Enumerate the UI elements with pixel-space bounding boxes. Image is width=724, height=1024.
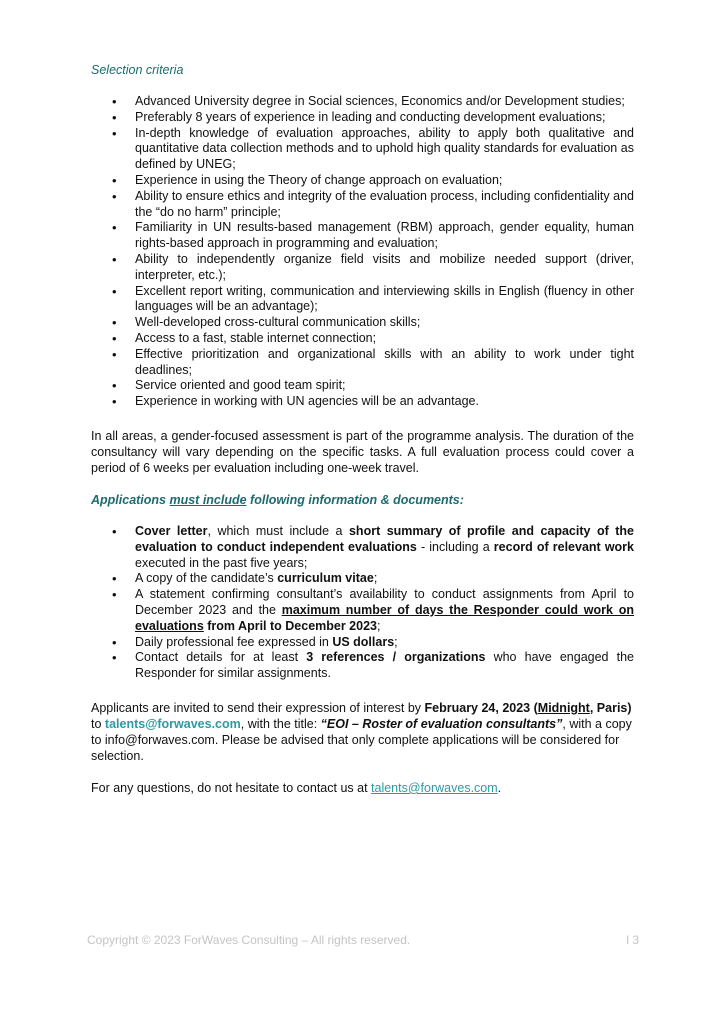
list-item: • Ability to independently organize field visits and mobilize needed support (driver, interpreter, etc.); xyxy=(135,252,634,284)
applications-heading-post: following information & documents: xyxy=(246,492,464,507)
selection-criteria-list xyxy=(91,94,634,410)
email-link[interactable]: talents@forwaves.com xyxy=(104,716,241,731)
list-item xyxy=(135,587,634,634)
list-item: • Advanced University degree in Social sciences, Economics and/or Development studies; xyxy=(135,94,634,110)
list-item: • Experience in working with UN agencies will be an advantage. xyxy=(135,394,634,410)
item-bold-text: short summary of profile and capacity of the evaluation to conduct independent evaluations xyxy=(135,523,634,554)
document-page xyxy=(91,62,634,812)
selection-criteria-heading: Selection criteria xyxy=(91,63,184,77)
applications-heading-pre: Applications xyxy=(91,492,170,507)
list-item xyxy=(135,524,634,571)
invite-text: , with the title: xyxy=(240,716,321,731)
item-text: ; xyxy=(394,634,398,649)
item-text: Daily professional fee expressed in xyxy=(135,634,333,649)
list-item xyxy=(135,571,634,587)
invite-paragraph xyxy=(91,700,634,764)
list-item: • Familiarity in UN results-based management (RBM) approach, gender equality, human rights-based approach in programming and evaluation; xyxy=(135,220,634,252)
item-bold-text: from April to December 2023 xyxy=(203,618,377,633)
item-bold-text: 3 references / organizations xyxy=(306,650,486,665)
page-footer xyxy=(87,933,639,947)
questions-paragraph xyxy=(91,780,634,796)
deadline-midnight: Midnight xyxy=(537,700,590,715)
list-item: • Excellent report writing, communication and interviewing skills in English (fluency in other languages will be an advantage); xyxy=(135,284,634,316)
invite-text: , with a copy to info@forwaves.com. Please be advised that only complete applications will be considered for selection. xyxy=(91,716,632,763)
list-item: • Effective prioritization and organizational skills with an ability to work under tight deadlines; xyxy=(135,347,634,379)
item-bold-text: US dollars xyxy=(332,634,395,649)
item-text: executed in the past five years; xyxy=(135,555,308,570)
invite-text: Applicants are invited to send their expression of interest by xyxy=(91,700,425,715)
applications-heading-underlined: must include xyxy=(169,492,247,507)
item-text: ; xyxy=(377,618,381,633)
questions-text: . xyxy=(497,780,502,795)
copyright-text: Copyright © 2023 ForWaves Consulting – All rights reserved. xyxy=(87,933,411,947)
applications-heading xyxy=(91,492,634,508)
list-item xyxy=(135,635,634,651)
item-text: - including a xyxy=(416,539,494,554)
deadline-date: February 24, 2023 ( xyxy=(424,700,538,715)
questions-text: For any questions, do not hesitate to contact us at xyxy=(91,780,372,795)
list-item xyxy=(135,650,634,682)
list-item: • Experience in using the Theory of change approach on evaluation; xyxy=(135,173,634,189)
item-bold-text: curriculum vitae xyxy=(277,571,374,586)
assessment-paragraph: In all areas, a gender-focused assessment is part of the programme analysis. The duration of the consultancy will vary depending on the specific tasks. A full evaluation process could cover a period of 6 weeks per evaluation including one-week travel. xyxy=(91,428,634,475)
list-item: • Service oriented and good team spirit; xyxy=(135,378,634,394)
list-item: • Preferably 8 years of experience in leading and conducting development evaluations; xyxy=(135,110,634,126)
item-bold-underlined-text: maximum number of days the Responder could work on evaluations xyxy=(135,602,634,633)
applications-list xyxy=(91,524,634,682)
item-text: Contact details for at least xyxy=(135,650,307,665)
list-item: • In-depth knowledge of evaluation approaches, ability to apply both qualitative and quantitative data collection methods and to uphold high quality standards for evaluation as defined by UNEG; xyxy=(135,126,634,173)
email-title: “EOI – Roster of evaluation consultants” xyxy=(320,716,563,731)
list-item: • Ability to ensure ethics and integrity of the evaluation process, including confidentiality and the “do no harm” principle; xyxy=(135,189,634,221)
item-text: , which must include a xyxy=(207,523,349,538)
deadline-city: , Paris) xyxy=(589,700,632,715)
item-text: ; xyxy=(373,571,378,586)
item-text: A statement confirming consultant’s availability to conduct assignments from April to December 2023 and the xyxy=(135,587,634,617)
list-item: • Well-developed cross-cultural communication skills; xyxy=(135,315,634,331)
page-number: l 3 xyxy=(626,933,639,947)
list-item: • Access to a fast, stable internet connection; xyxy=(135,331,634,347)
cover-letter-label: Cover letter xyxy=(135,523,208,538)
item-text: who have engaged the Responder for similar assignments. xyxy=(135,650,634,681)
item-bold-text: record of relevant work xyxy=(493,539,634,554)
invite-text: to xyxy=(91,716,105,731)
contact-email-link[interactable]: talents@forwaves.com xyxy=(371,780,498,795)
item-text: A copy of the candidate’s xyxy=(135,571,278,586)
